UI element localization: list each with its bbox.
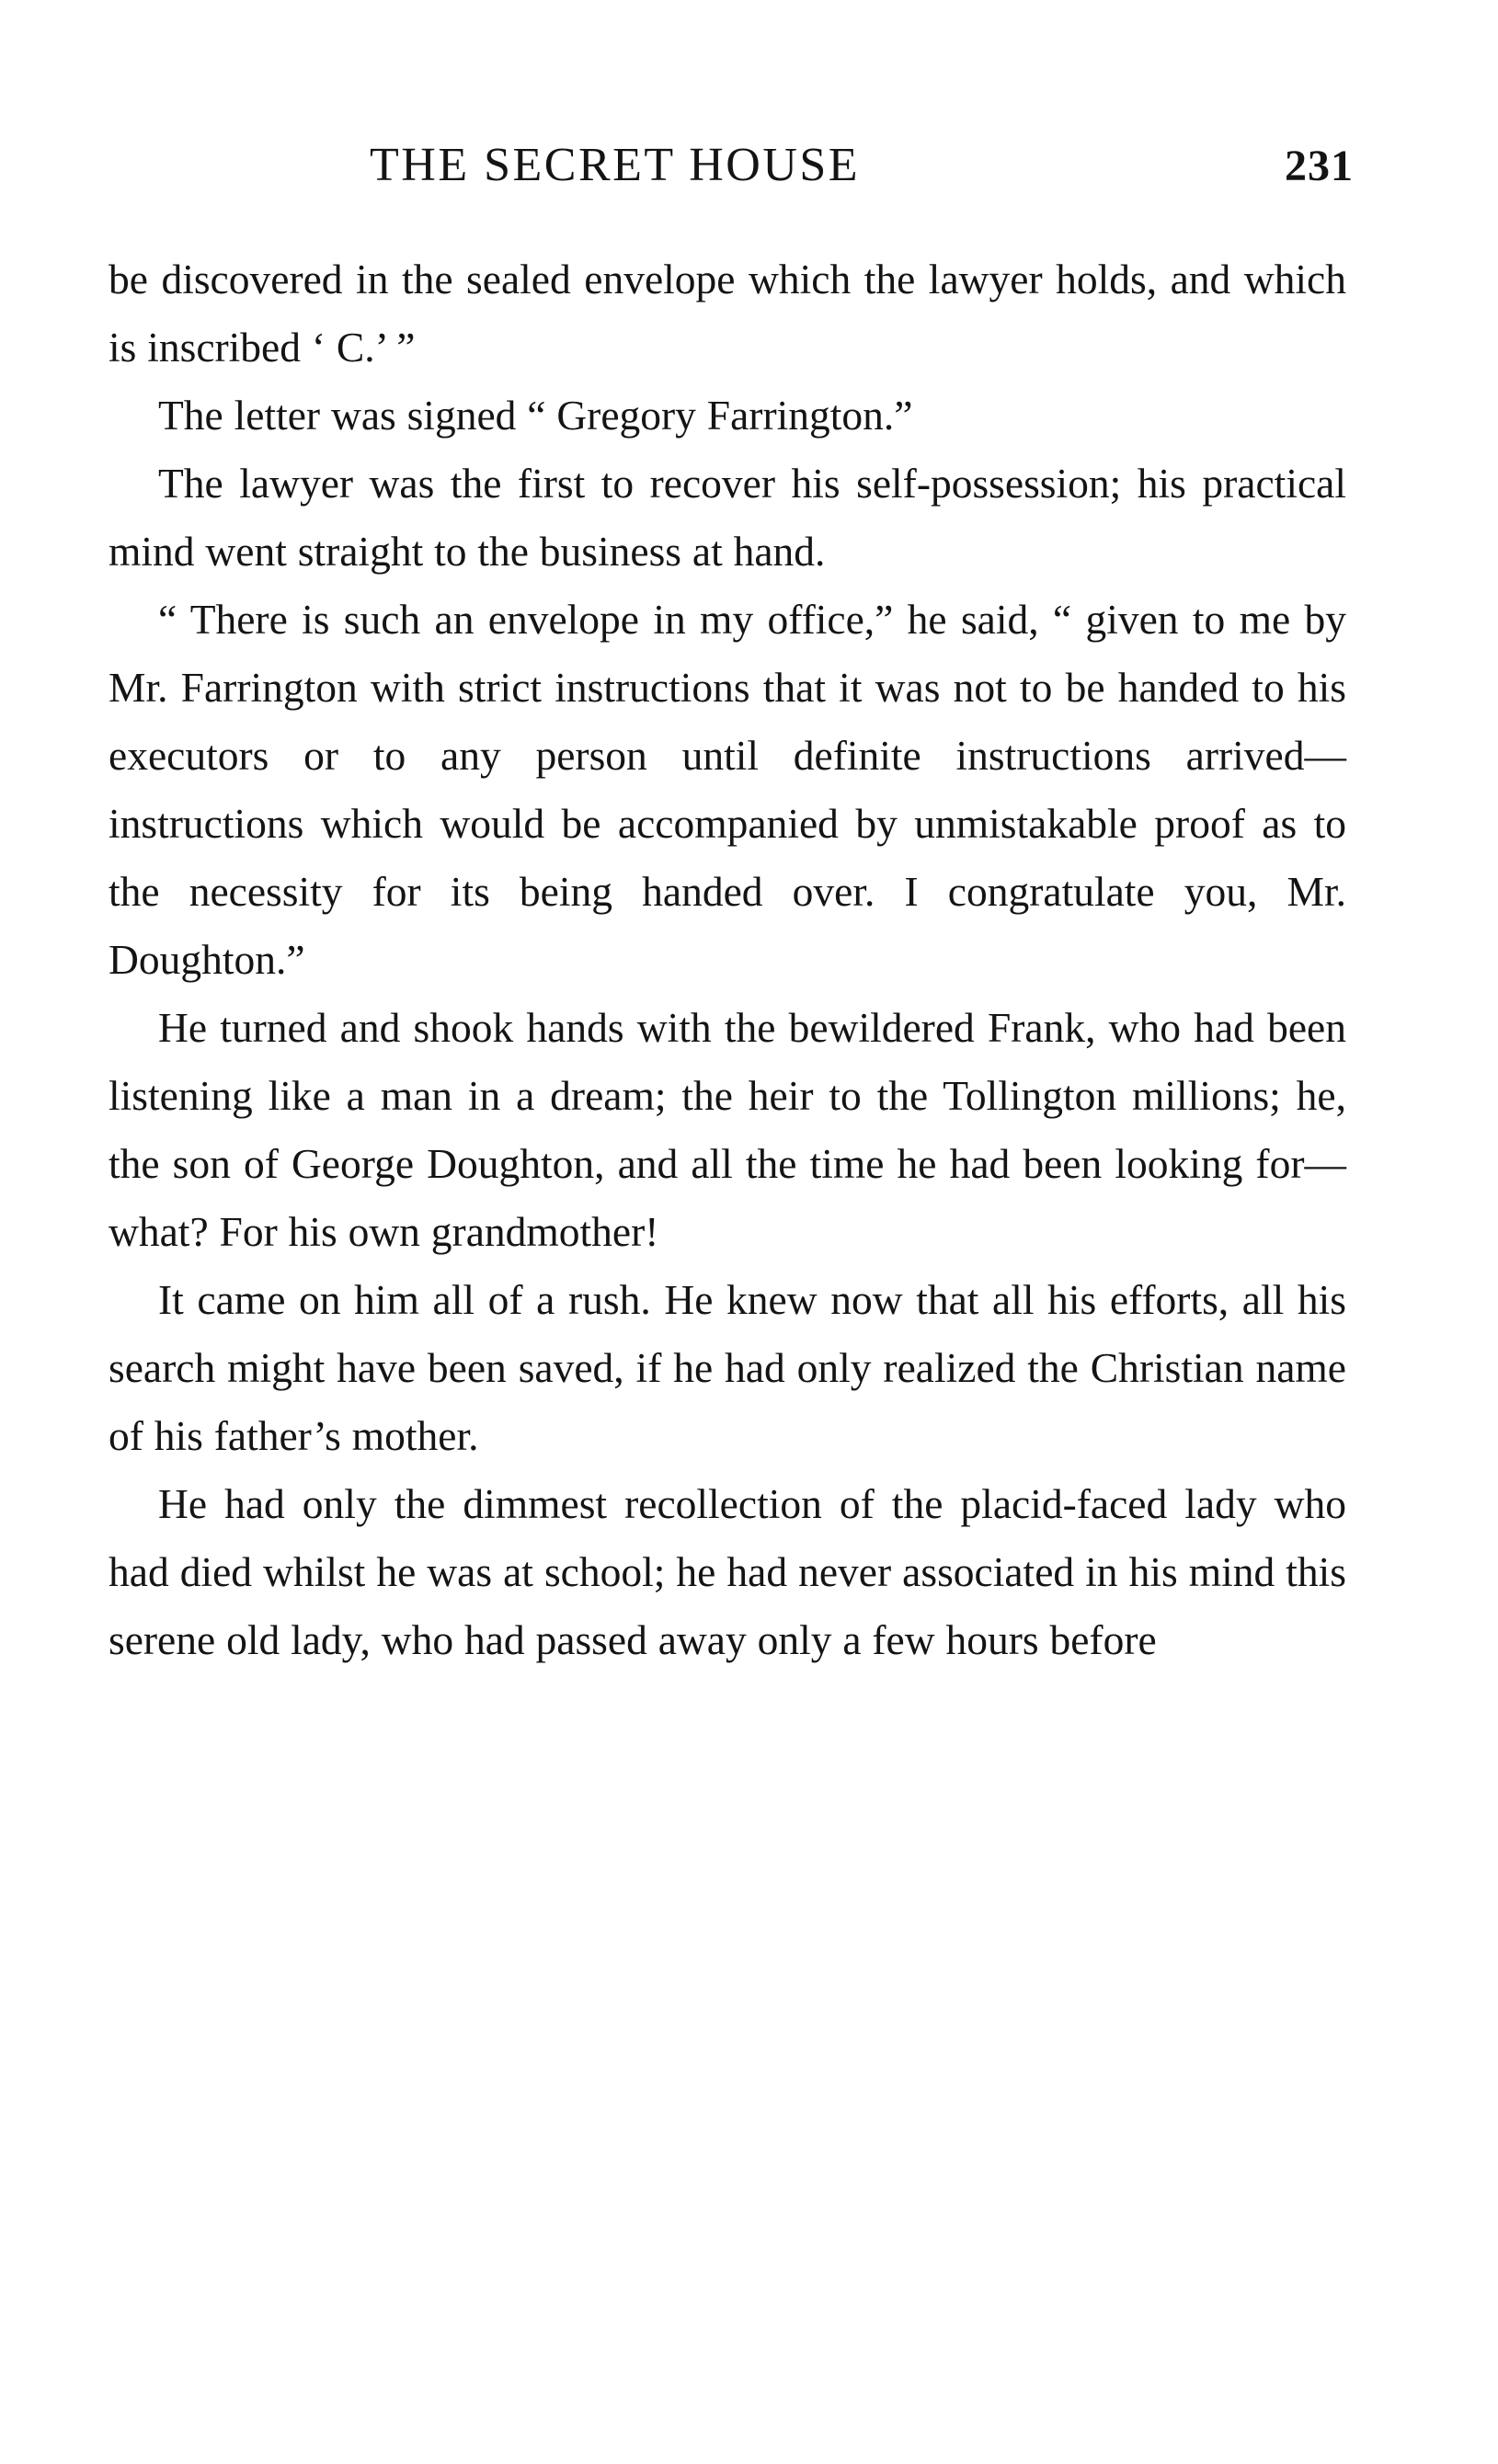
paragraph-recollection: He had only the dimmest recollection of the placid-faced lady who had died whilst he was at school; he had never associated in his mind this serene old lady, who had passed away only a few hours before [109,1480,1346,1663]
page-content [109,138,1396,1674]
paragraph-rush: It came on him all of a rush. He knew now that all his efforts, all his search might have been saved, if he had only realized the Christian name of his father’s mother. [109,1276,1346,1459]
paragraph-letter-signed: The letter was signed “ Gregory Farrington.” [158,392,913,439]
body-text [109,245,1346,1674]
page-title: THE SECRET HOUSE [370,139,861,191]
paragraph-continued: be discovered in the sealed envelope which the lawyer holds, and which is inscribed ‘ C.’ ” [109,256,1346,371]
paragraph-lawyer-recovered: The lawyer was the first to recover his self-possession; his practical mind went straight to the business at hand. [109,460,1346,575]
paragraph-shook-hands: He turned and shook hands with the bewildered Frank, who had been listening like a man in a dream; the heir to the Tollington millions; he, the son of George Doughton, and all the time he had been looking for—what? For his own grandmother! [109,1004,1346,1255]
running-head [131,138,1363,192]
paragraph-envelope-speech: “ There is such an envelope in my office,” he said, “ given to me by Mr. Farrington with strict instructions that it was not to be handed to his executors or to any person until definite instructions arrived—instructions which would be accompanied by unmistakable proof as to the necessity for its being handed over. I congratulate you, Mr. Doughton.” [109,596,1346,983]
page-number: 231 [1285,142,1354,190]
